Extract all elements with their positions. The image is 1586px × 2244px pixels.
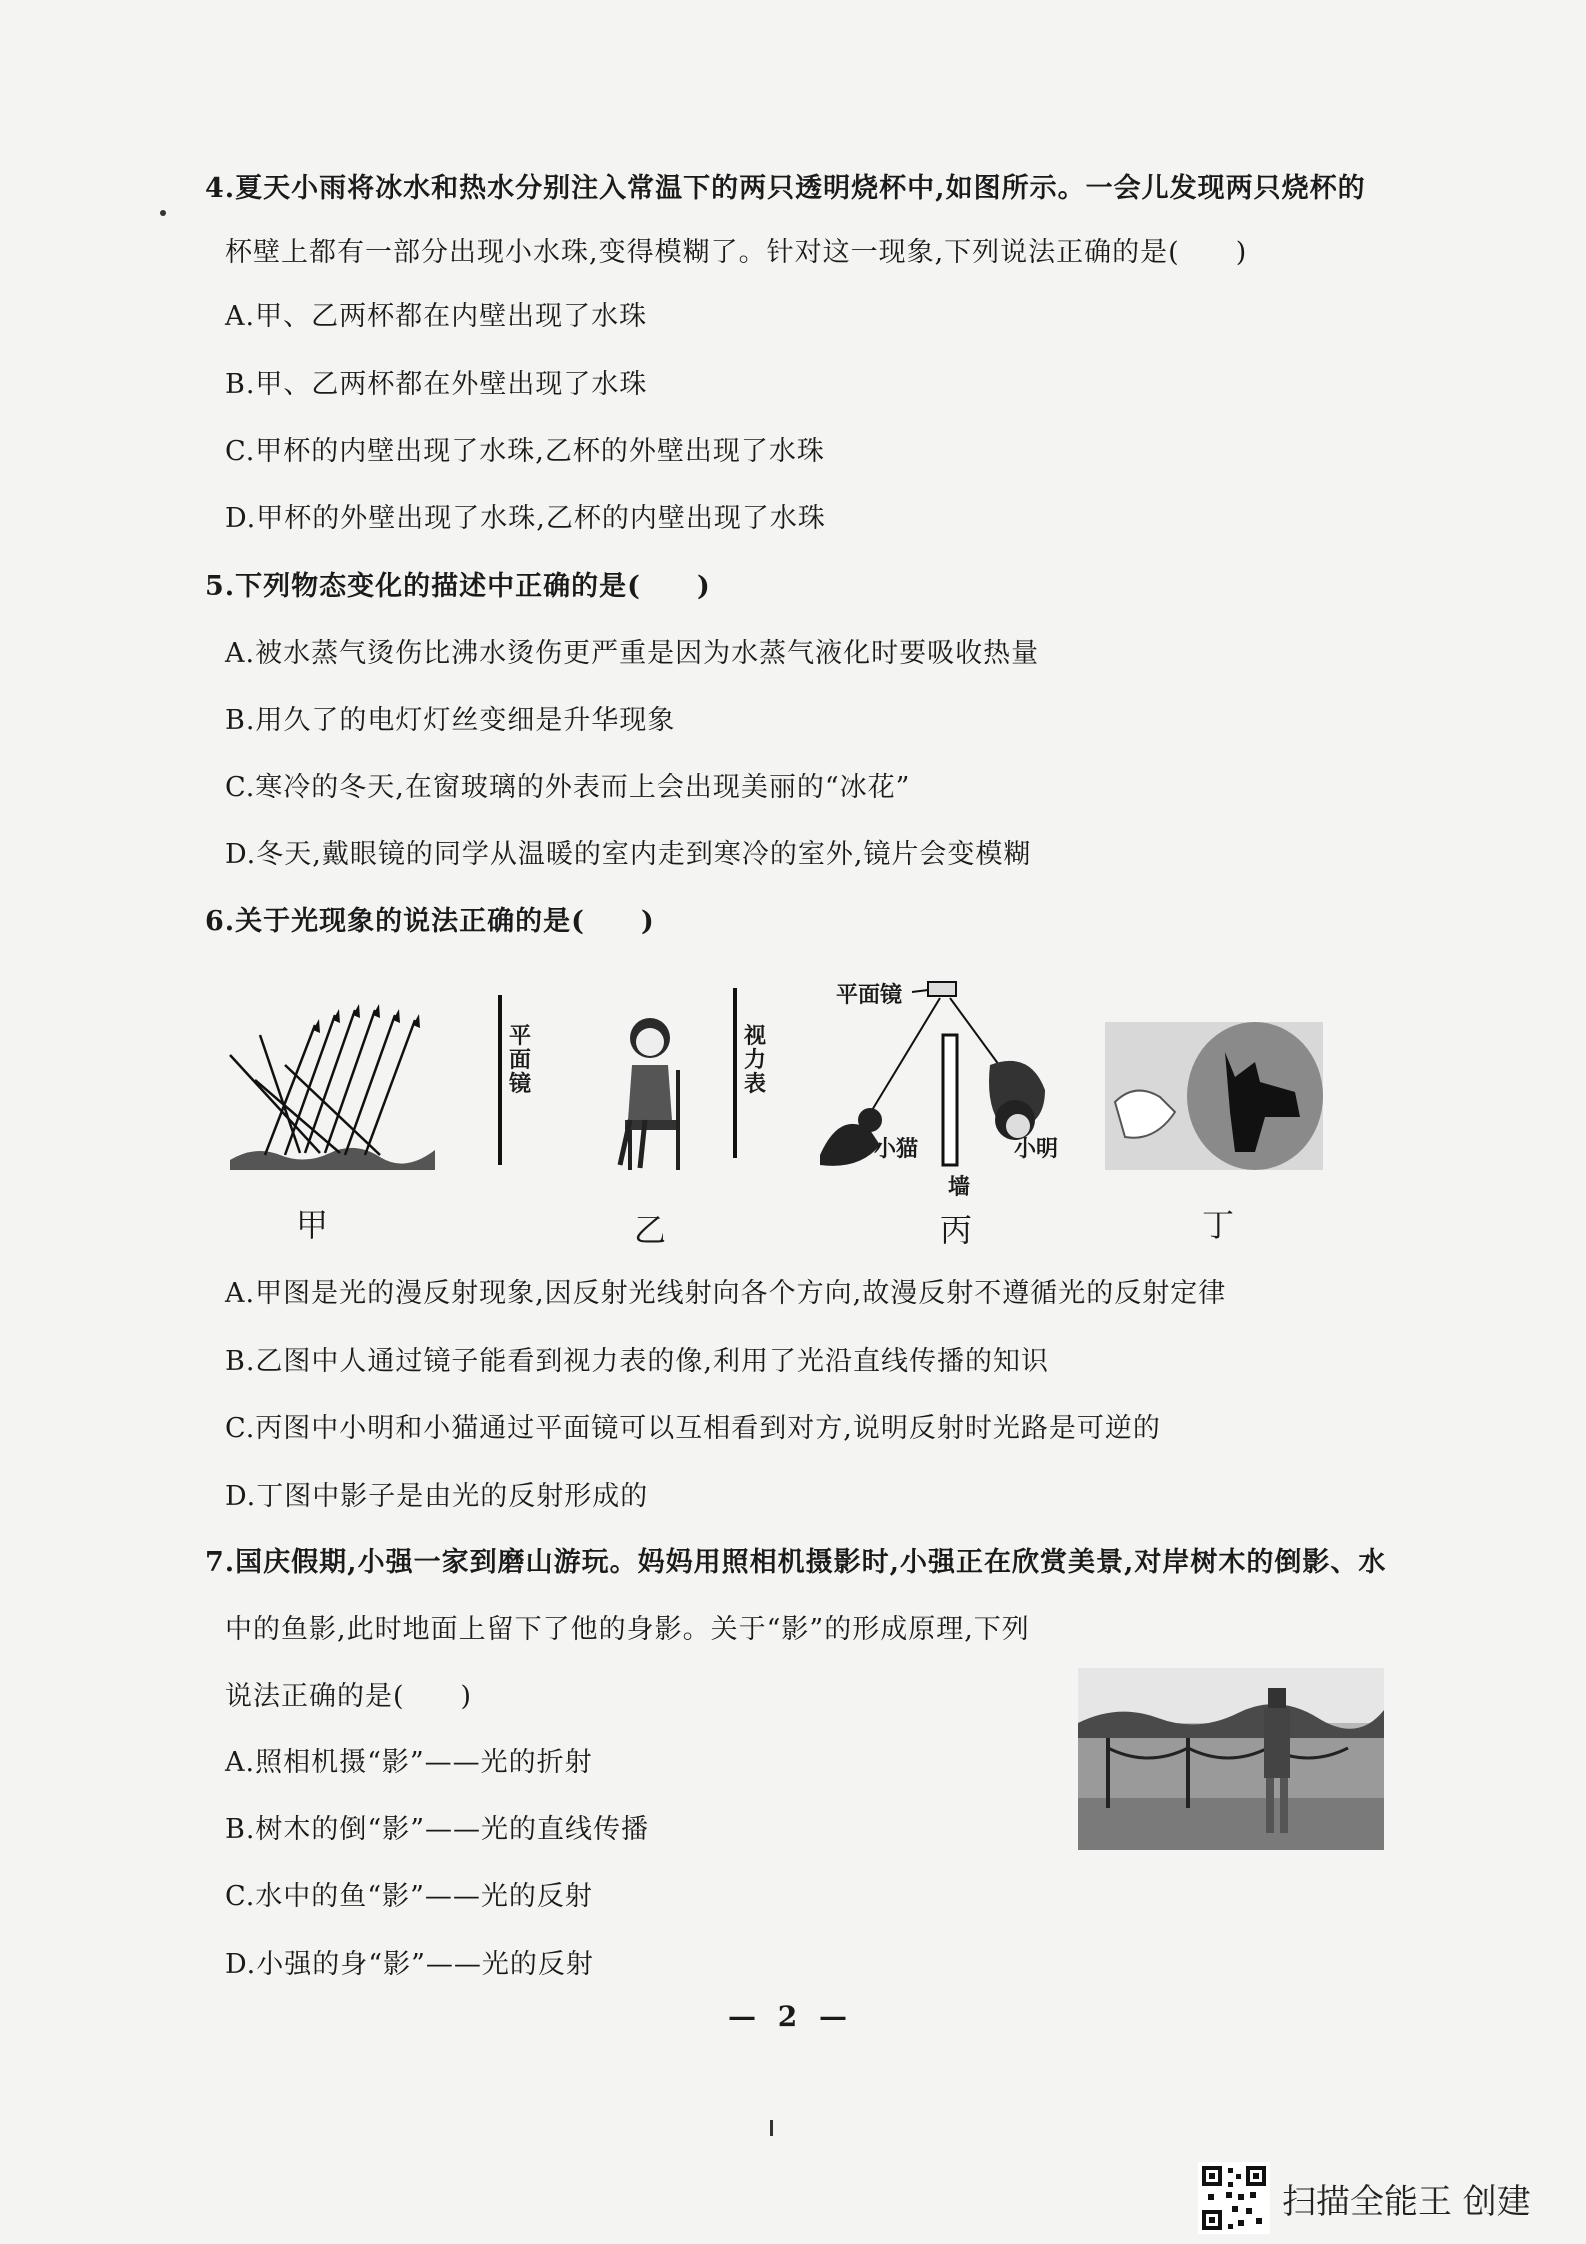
- figure-ding-label: 丁: [1202, 1206, 1235, 1244]
- qr-code-icon: [1198, 2162, 1270, 2234]
- q6-option-d: D.丁图中影子是由光的反射形成的: [225, 1481, 649, 1512]
- figure-bing-label: 丙: [940, 1211, 973, 1249]
- figure-jia-label: 甲: [296, 1206, 329, 1244]
- q7-option-b: B.树木的倒“影”——光的直线传播: [225, 1814, 650, 1845]
- page-number: — 2 —: [728, 2000, 853, 2033]
- q7-option-a: A.照相机摄“影”——光的折射: [225, 1747, 593, 1778]
- scan-mark-tick: [770, 2120, 773, 2136]
- figure-bing-wall-text: 墙: [948, 1175, 971, 1200]
- figure-jia-diffuse-reflection: [225, 995, 445, 1175]
- q4-option-d: D.甲杯的外壁出现了水珠,乙杯的内壁出现了水珠: [225, 503, 826, 534]
- q7-photo-lakeside: [1078, 1668, 1384, 1850]
- q6-stem: 6.关于光现象的说法正确的是( ): [205, 906, 655, 937]
- q6-option-c: C.丙图中小明和小猫通过平面镜可以互相看到对方,说明反射时光路是可逆的: [225, 1413, 1161, 1444]
- scan-mark-dot: [160, 210, 166, 216]
- q4-option-b: B.甲、乙两杯都在外壁出现了水珠: [225, 369, 648, 400]
- q6-option-a: A.甲图是光的漫反射现象,因反射光线射向各个方向,故漫反射不遵循光的反射定律: [225, 1278, 1227, 1309]
- figure-yi-mirror-line: [498, 995, 502, 1165]
- figure-yi-label: 乙: [634, 1211, 667, 1249]
- q4-stem-line2: 杯壁上都有一部分出现小水珠,变得模糊了。针对这一现象,下列说法正确的是( ): [225, 237, 1248, 268]
- q5-option-d: D.冬天,戴眼镜的同学从温暖的室内走到寒冷的室外,镜片会变模糊: [225, 839, 1032, 870]
- q7-stem-line2: 中的鱼影,此时地面上留下了他的身影。关于“影”的形成原理,下列: [225, 1614, 1030, 1645]
- q5-option-a: A.被水蒸气烫伤比沸水烫伤更严重是因为水蒸气液化时要吸收热量: [225, 638, 1040, 669]
- q7-stem-line3: 说法正确的是( ): [225, 1681, 473, 1712]
- q7-stem-line1: 7.国庆假期,小强一家到磨山游玩。妈妈用照相机摄影时,小强正在欣赏美景,对岸树木的倒影、水: [205, 1547, 1387, 1578]
- q5-stem: 5.下列物态变化的描述中正确的是( ): [205, 571, 711, 602]
- figure-ding-hand-shadow: [1105, 1022, 1323, 1170]
- q7-option-d: D.小强的身“影”——光的反射: [225, 1949, 594, 1980]
- q5-option-b: B.用久了的电灯灯丝变细是升华现象: [225, 705, 676, 736]
- q4-stem-line1: 4.夏天小雨将冰水和热水分别注入常温下的两只透明烧杯中,如图所示。一会儿发现两只烧杯的: [205, 173, 1366, 204]
- figure-yi-chart-line: [733, 988, 737, 1158]
- figure-yi-mirror-text: 平面镜: [508, 1024, 531, 1097]
- figure-yi-person-on-chair: [600, 1010, 710, 1175]
- q4-option-a: A.甲、乙两杯都在内壁出现了水珠: [225, 301, 648, 332]
- q7-option-c: C.水中的鱼“影”——光的反射: [225, 1881, 593, 1912]
- figure-bing-ming-text: 小明: [1014, 1137, 1059, 1162]
- q6-option-b: B.乙图中人通过镜子能看到视力表的像,利用了光沿直线传播的知识: [225, 1346, 1050, 1377]
- scanner-watermark-text: 扫描全能王 创建: [1282, 2182, 1531, 2222]
- figure-bing-mirror-text: 平面镜: [836, 983, 903, 1008]
- figure-yi-chart-text: 视力表: [743, 1024, 766, 1097]
- q5-option-c: C.寒冷的冬天,在窗玻璃的外表而上会出现美丽的“冰花”: [225, 772, 911, 803]
- q4-option-c: C.甲杯的内壁出现了水珠,乙杯的外壁出现了水珠: [225, 436, 825, 467]
- figure-bing-cat-text: 小猫: [874, 1137, 919, 1162]
